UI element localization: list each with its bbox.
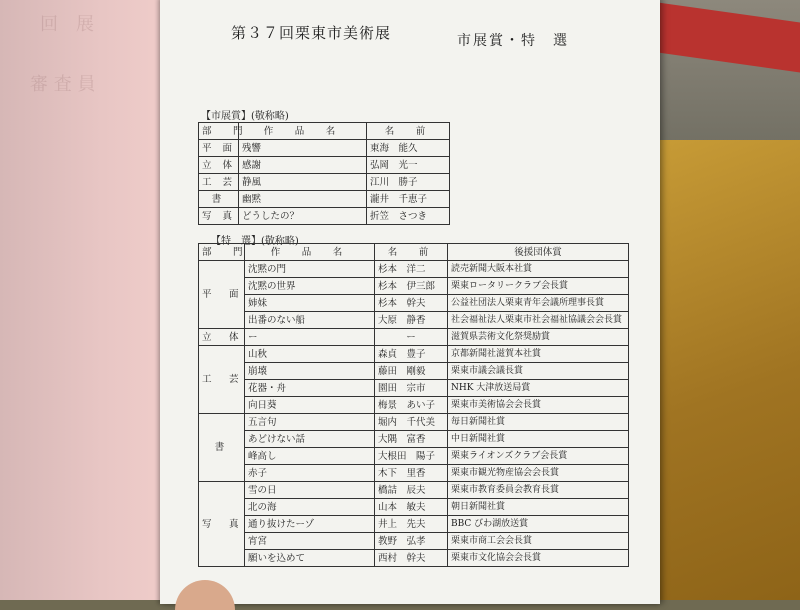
table-row	[199, 533, 629, 550]
show-through-text: 回 展	[40, 14, 94, 35]
name-cell: 教野 弘孝	[375, 533, 448, 550]
table-row	[199, 278, 629, 295]
award-cell: 公益社団法人栗東青年会議所理事長賞	[448, 295, 629, 312]
name-cell: 園田 宗市	[375, 380, 448, 397]
work-cell: 願いを込めて	[245, 550, 375, 567]
work-cell: ー	[245, 329, 375, 346]
wooden-desk-surface	[655, 140, 800, 600]
table-row	[199, 191, 450, 208]
name-cell: 瀧井 千恵子	[367, 191, 450, 208]
table-row	[199, 380, 629, 397]
table-header-row	[199, 244, 629, 261]
shiten-heading: 【市展賞】(敬称略)	[201, 111, 289, 122]
work-cell: 山秋	[245, 346, 375, 363]
award-cell: 京都新聞社滋賀本社賞	[448, 346, 629, 363]
page-subtitle: 市展賞・特 選	[457, 33, 569, 49]
award-cell: 栗東市教育委員会教育長賞	[448, 482, 629, 499]
dept-cell: 立 体	[199, 157, 239, 174]
work-cell: 残響	[239, 140, 367, 157]
work-cell: 沈黙の世界	[245, 278, 375, 295]
award-cell: 滋賀県芸術文化祭奨励賞	[448, 329, 629, 346]
table-row	[199, 329, 629, 346]
work-cell: 沈黙の門	[245, 261, 375, 278]
name-cell: ー	[375, 329, 448, 346]
table-row	[199, 140, 450, 157]
award-cell: 栗東市文化協会会長賞	[448, 550, 629, 567]
name-cell: 折笠 さつき	[367, 208, 450, 225]
award-cell: 社会福祉法人栗東市社会福祉協議会会長賞	[448, 312, 629, 329]
table-row	[199, 363, 629, 380]
header-dept: 部 門	[199, 244, 245, 261]
table-row	[199, 174, 450, 191]
name-cell: 橋詰 辰夫	[375, 482, 448, 499]
work-cell: 向日葵	[245, 397, 375, 414]
name-cell: 森貞 豊子	[375, 346, 448, 363]
name-cell: 江川 勝子	[367, 174, 450, 191]
table-row	[199, 261, 629, 278]
work-cell: 静風	[239, 174, 367, 191]
name-cell: 杉本 伊三郎	[375, 278, 448, 295]
header-award: 後援団体賞	[448, 244, 629, 261]
work-cell: 崩壊	[245, 363, 375, 380]
background-left-sheet	[0, 0, 170, 600]
dept-cell: 書	[199, 414, 245, 482]
award-cell: 栗東市議会議長賞	[448, 363, 629, 380]
shiten-award-table	[198, 122, 450, 225]
work-cell: 花器・舟	[245, 380, 375, 397]
work-cell: 幽黙	[239, 191, 367, 208]
name-cell: 西村 幹夫	[375, 550, 448, 567]
table-header-row	[199, 123, 450, 140]
dept-cell: 立 体	[199, 329, 245, 346]
work-cell: 雪の日	[245, 482, 375, 499]
work-cell: 北の海	[245, 499, 375, 516]
award-cell: 栗東市美術協会会長賞	[448, 397, 629, 414]
award-cell: 栗東市商工会会長賞	[448, 533, 629, 550]
award-cell: 朝日新聞社賞	[448, 499, 629, 516]
work-cell: 姉妹	[245, 295, 375, 312]
name-cell: 大原 静香	[375, 312, 448, 329]
table-row	[199, 208, 450, 225]
name-cell: 東海 能久	[367, 140, 450, 157]
page-title: 第３７回栗東市美術展	[231, 24, 392, 42]
dept-cell: 平 面	[199, 140, 239, 157]
work-cell: 赤子	[245, 465, 375, 482]
tokusen-award-table	[198, 243, 629, 567]
award-cell: 栗東ロータリークラブ会長賞	[448, 278, 629, 295]
name-cell: 大根田 陽子	[375, 448, 448, 465]
work-cell: どうしたの？	[239, 208, 367, 225]
dept-cell: 工 芸	[199, 174, 239, 191]
award-cell: 毎日新聞社賞	[448, 414, 629, 431]
award-cell: 栗東ライオンズクラブ会長賞	[448, 448, 629, 465]
award-cell: 栗東市観光物産協会会長賞	[448, 465, 629, 482]
table-row	[199, 157, 450, 174]
award-cell: 中日新聞社賞	[448, 431, 629, 448]
name-cell: 弘岡 光一	[367, 157, 450, 174]
table-row	[199, 465, 629, 482]
dept-cell: 工 芸	[199, 346, 245, 414]
name-cell: 井上 先夫	[375, 516, 448, 533]
work-cell: 通り抜けたーゾ	[245, 516, 375, 533]
work-cell: 五言句	[245, 414, 375, 431]
table-row	[199, 312, 629, 329]
dept-cell: 書	[199, 191, 239, 208]
table-row	[199, 414, 629, 431]
work-cell: 宵宮	[245, 533, 375, 550]
table-row	[199, 431, 629, 448]
award-cell: 読売新聞大阪本社賞	[448, 261, 629, 278]
header-work: 作 品 名	[239, 123, 367, 140]
name-cell: 木下 里香	[375, 465, 448, 482]
name-cell: 大隅 富香	[375, 431, 448, 448]
dept-cell: 写 真	[199, 482, 245, 567]
name-cell: 堀内 千代美	[375, 414, 448, 431]
work-cell: 出番のない船	[245, 312, 375, 329]
dept-cell: 平 面	[199, 261, 245, 329]
name-cell: 杉本 洋二	[375, 261, 448, 278]
work-cell: 峰高し	[245, 448, 375, 465]
name-cell: 杉本 幹夫	[375, 295, 448, 312]
table-row	[199, 499, 629, 516]
table-row	[199, 346, 629, 363]
name-cell: 藤田 剛毅	[375, 363, 448, 380]
name-cell: 山本 敏夫	[375, 499, 448, 516]
dept-cell: 写 真	[199, 208, 239, 225]
header-name: 名 前	[375, 244, 448, 261]
table-row	[199, 550, 629, 567]
table-row	[199, 397, 629, 414]
award-cell: NHK 大津放送局賞	[448, 380, 629, 397]
work-cell: あどけない話	[245, 431, 375, 448]
table-row	[199, 295, 629, 312]
header-name: 名 前	[367, 123, 450, 140]
table-row	[199, 482, 629, 499]
header-work: 作 品 名	[245, 244, 375, 261]
show-through-text: 審 査 員	[30, 74, 96, 95]
header-dept: 部 門	[199, 123, 239, 140]
table-row	[199, 448, 629, 465]
award-cell: BBC びわ湖放送賞	[448, 516, 629, 533]
table-row	[199, 516, 629, 533]
name-cell: 梅景 あい子	[375, 397, 448, 414]
tokusen-heading: 【特 選】(敬称略)	[211, 236, 299, 247]
work-cell: 感謝	[239, 157, 367, 174]
